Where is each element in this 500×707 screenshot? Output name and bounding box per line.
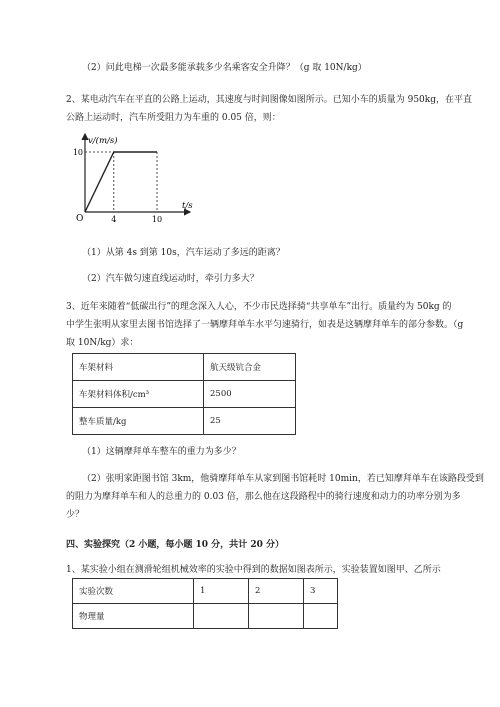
table-cell xyxy=(304,604,338,629)
q2-stem-line1: 2、某电动汽车在平直的公路上运动，其速度与时间图像如图所示。已知小车的质量为 950kg，在平直 xyxy=(66,95,472,105)
table-cell: 物理量 xyxy=(73,604,194,629)
q3-part2-line1: （2）张明家距图书馆 3km，他骑摩拜单车从家到图书馆耗时 10min，若已知摩拜单车在该路段受到 xyxy=(82,474,484,484)
q3-part2-line2: 的阻力为摩拜单车和人的总重力的 0.03 倍，那么他在这段路程中的骑行速度和动力的功率分别为多 xyxy=(66,492,461,502)
q3-stem-line3: 取 10N/kg）求： xyxy=(66,338,139,348)
q3-part1: （1）这辆摩拜单车整车的重力为多少？ xyxy=(82,447,241,457)
q3-part2-line3: 少？ xyxy=(66,510,85,520)
q3-stem-line1: 3、近年来随着“低碳出行”的理念深入人心，不少市民选择骑“共享单车”出行。质量约为 50kg 的 xyxy=(66,302,452,312)
table-cell: 车架材料 xyxy=(73,354,204,381)
q2-part1: （1）从第 4s 到第 10s，汽车运动了多远的距离？ xyxy=(82,248,285,258)
table-row xyxy=(73,354,296,381)
table-cell: 1 xyxy=(194,579,249,604)
origin-label: O xyxy=(76,214,84,224)
bike-params-table xyxy=(72,353,296,435)
table-cell: 25 xyxy=(204,408,296,435)
q3-stem-line2: 中学生张明从家里去图书馆选择了一辆摩拜单车水平匀速骑行，如表是这辆摩拜单车的部分参数。（g xyxy=(66,320,464,330)
velocity-series-line xyxy=(85,152,157,212)
q2-stem-line2: 公路上运动时，汽车所受阻力为车重的 0.05 倍，则： xyxy=(66,113,281,123)
table-cell: 航天级钪合金 xyxy=(204,354,296,381)
x-axis-label: t/s xyxy=(182,201,193,211)
table-row xyxy=(73,604,338,629)
table-cell: 2 xyxy=(249,579,304,604)
q2-part2: （2）汽车做匀速直线运动时，牵引力多大？ xyxy=(82,274,259,284)
x-tick-label: 4 xyxy=(111,215,117,224)
table-cell xyxy=(194,604,249,629)
table-cell: 3 xyxy=(304,579,338,604)
q1-part2: （2）问此电梯一次最多能承载多少名乘客安全升降？（g 取 10N/kg） xyxy=(82,63,367,73)
table-row xyxy=(73,381,296,408)
section4-heading: 四、实验探究（2 小题，每小题 10 分，共计 20 分） xyxy=(66,540,284,550)
experiment-table xyxy=(72,578,338,629)
table-cell: 整车质量/kg xyxy=(73,408,204,435)
table-row xyxy=(73,579,338,604)
y-tick-label: 10 xyxy=(72,148,83,157)
y-axis-label: v/(m/s) xyxy=(88,136,118,146)
table-cell: 车架材料体积/cm³ xyxy=(73,381,204,408)
table-cell: 实验次数 xyxy=(73,579,194,604)
velocity-time-chart xyxy=(72,128,196,228)
table-cell: 2500 xyxy=(204,381,296,408)
x-tick-label: 10 xyxy=(151,215,163,224)
s4-q1-stem: 1、某实验小组在测滑轮组机械效率的实验中得到的数据如图表所示，实验装置如图甲、乙所示 xyxy=(66,565,441,575)
table-cell xyxy=(249,604,304,629)
table-row xyxy=(73,408,296,435)
